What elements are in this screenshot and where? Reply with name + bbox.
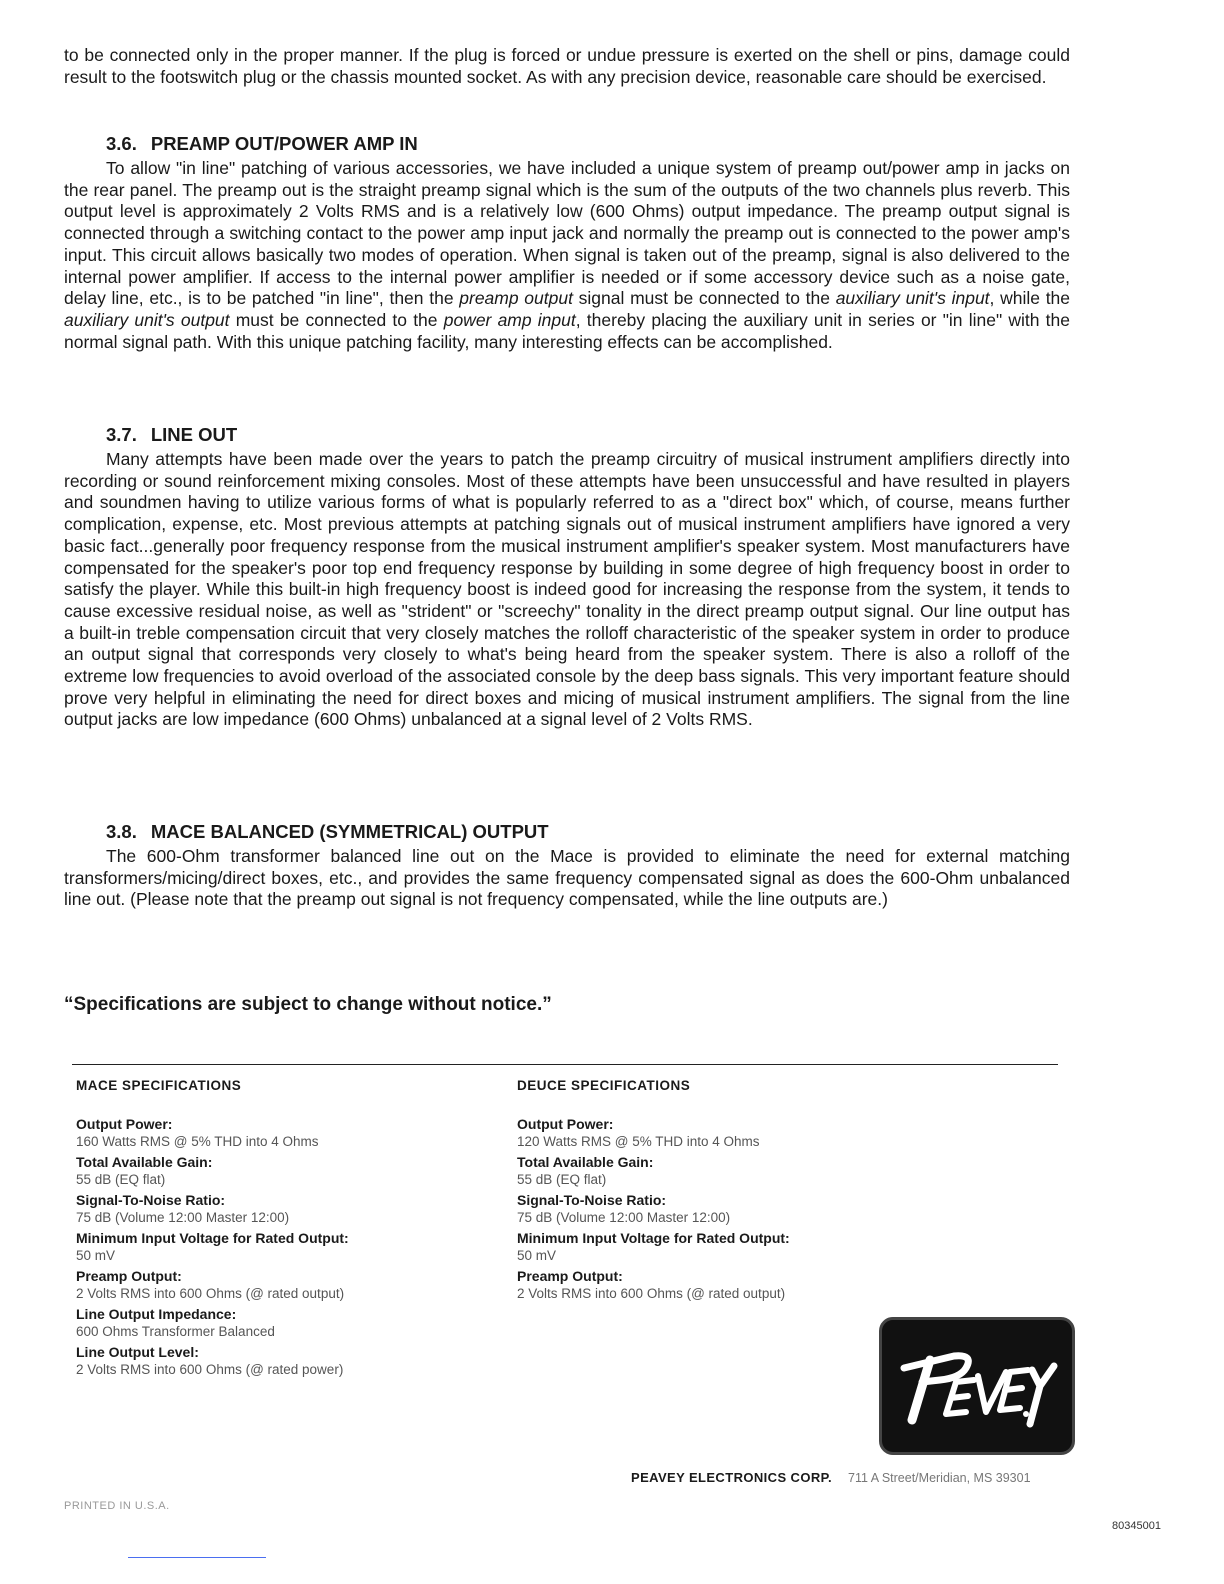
spec-item bbox=[76, 1229, 456, 1264]
spec-value: 120 Watts RMS @ 5% THD into 4 Ohms bbox=[517, 1134, 760, 1149]
emphasis-text: auxiliary unit's input bbox=[835, 288, 990, 309]
spec-value: 75 dB (Volume 12:00 Master 12:00) bbox=[517, 1210, 731, 1225]
body-text: To allow "in line" patching of various accessories, we have included a unique system of preamp out/power amp in jacks on the rear panel. The preamp out is the straight preamp signal which is the sum of the outputs of the two channels plus reverb. This output level is approximately 2 Volts RMS and is a relatively low (600 Ohms) output impedance. The preamp output signal is connected through a switching contact to the power amp input jack and normally the preamp out is connected to the power amp's input. This circuit allows basically two modes of operation. When signal is taken out of the preamp, signal is also delivered to the internal power amplifier. If access to the internal power amplifier is needed or if some accessory device such as a noise gate, delay line, etc., is to be patched "in line", then the bbox=[64, 158, 1070, 309]
spec-label: Line Output Impedance: bbox=[76, 1306, 237, 1322]
spec-value: 160 Watts RMS @ 5% THD into 4 Ohms bbox=[76, 1134, 319, 1149]
body-text: must be connected to the bbox=[229, 309, 444, 330]
section-number: 3.6. bbox=[106, 133, 137, 154]
spec-value: 600 Ohms Transformer Balanced bbox=[76, 1324, 275, 1339]
section-body: Many attempts have been made over the years to patch the preamp circuitry of musical instrument amplifiers directly into recording or sound reinforcement mixing consoles. Most of these attempts have been unsuccessful and have resulted in players and soundmen having to utilize various forms of what is popularly referred to as a "direct box" which, of course, means further complication, expense, etc. Most previous attempts at patching signals out of musical instrument amplifiers have ignored a very basic fact...generally poor frequency response from the musical instrument amplifier's speaker system. Most manufacturers have compensated for the speaker's poor top end frequency response by building in some degree of high frequency boost in order to satisfy the player. While this built-in high frequency boost is indeed good for increasing the response from the system, it tends to cause excessive residual noise, as well as "strident" or "screechy" tonality in the direct preamp output signal. Our line output has a built-in treble compensation circuit that very closely matches the rolloff characteristic of the speaker system in order to produce an output signal that corresponds very closely to what's being heard from the speaker system. There is also a rolloff of the extreme low frequencies to avoid overload of the associated console by the deep bass signals. This very important feature should prove very helpful in eliminating the need for direct boxes and micing of musical instrument amplifiers. The signal from the line output jacks are low impedance (600 Ohms) unbalanced at a signal level of 2 Volts RMS. bbox=[64, 449, 1070, 730]
divider bbox=[72, 1064, 1058, 1065]
section-title: MACE BALANCED (SYMMETRICAL) OUTPUT bbox=[150, 821, 549, 842]
spec-value: 2 Volts RMS into 600 Ohms (@ rated power) bbox=[76, 1362, 344, 1377]
spec-label: Line Output Level: bbox=[76, 1344, 199, 1360]
section-title: PREAMP OUT/POWER AMP IN bbox=[150, 133, 418, 154]
body-text: signal must be connected to the bbox=[572, 288, 836, 309]
spec-item bbox=[76, 1153, 456, 1188]
section-line-out bbox=[64, 423, 1070, 731]
section-heading bbox=[106, 132, 1070, 156]
section-balanced-output bbox=[64, 820, 1070, 911]
section-body: The 600-Ohm transformer balanced line out on the Mace is provided to eliminate the need for external matching transformers/micing/direct boxes, etc., and provides the same frequency compensated signal as does the 600-Ohm unbalanced line out. (Please note that the preamp out signal is not frequency compensated, while the line outputs are.) bbox=[64, 846, 1070, 910]
spec-value: 55 dB (EQ flat) bbox=[76, 1172, 166, 1187]
spec-value: 2 Volts RMS into 600 Ohms (@ rated output) bbox=[76, 1286, 345, 1301]
intro-paragraph: to be connected only in the proper manner. If the plug is forced or undue pressure is exerted on the shell or pins, damage could result to the footswitch plug or the chassis mounted socket. As with any precision device, reasonable care should be exercised. bbox=[64, 45, 1070, 87]
section-body bbox=[64, 158, 1070, 353]
spec-label: Output Power: bbox=[76, 1116, 173, 1132]
company-name: PEAVEY ELECTRONICS CORP. bbox=[631, 1470, 833, 1485]
section-heading bbox=[106, 423, 1070, 447]
spec-item bbox=[76, 1305, 456, 1340]
deuce-specifications bbox=[517, 1078, 897, 1305]
specs-notice: “Specifications are subject to change without notice.” bbox=[64, 994, 552, 1015]
spec-heading: DEUCE SPECIFICATIONS bbox=[517, 1078, 691, 1093]
emphasis-text: auxiliary unit's output bbox=[64, 309, 230, 330]
spec-label: Total Available Gain: bbox=[517, 1154, 654, 1170]
spec-label: Output Power: bbox=[517, 1116, 614, 1132]
peavey-logo-mark bbox=[882, 1320, 1072, 1452]
spec-label: Signal-To-Noise Ratio: bbox=[517, 1192, 667, 1208]
emphasis-text: power amp input bbox=[443, 309, 576, 330]
spec-item bbox=[517, 1229, 897, 1264]
spec-value: 50 mV bbox=[517, 1248, 557, 1263]
spec-item bbox=[76, 1115, 456, 1150]
spec-value: 75 dB (Volume 12:00 Master 12:00) bbox=[76, 1210, 290, 1225]
body-text: , thereby placing the auxiliary unit in series or "in line" with the normal signal path. With this unique patching facility, many interesting effects can be accomplished. bbox=[64, 309, 1070, 352]
spec-value: 55 dB (EQ flat) bbox=[517, 1172, 607, 1187]
printed-in-usa: PRINTED IN U.S.A. bbox=[64, 1500, 170, 1512]
spec-label: Minimum Input Voltage for Rated Output: bbox=[76, 1230, 349, 1246]
mace-specifications bbox=[76, 1078, 456, 1381]
spec-heading: MACE SPECIFICATIONS bbox=[76, 1078, 242, 1093]
spec-label: Signal-To-Noise Ratio: bbox=[76, 1192, 226, 1208]
spec-label: Preamp Output: bbox=[76, 1268, 182, 1284]
spec-label: Preamp Output: bbox=[517, 1268, 623, 1284]
part-number: 80345001 bbox=[1112, 1520, 1161, 1532]
spec-label: Total Available Gain: bbox=[76, 1154, 213, 1170]
section-number: 3.7. bbox=[106, 424, 137, 445]
spec-item bbox=[76, 1343, 456, 1378]
spec-value: 2 Volts RMS into 600 Ohms (@ rated output) bbox=[517, 1286, 786, 1301]
body-text: , while the bbox=[989, 288, 1071, 309]
spec-item bbox=[76, 1267, 456, 1302]
page-edge-line bbox=[128, 1557, 266, 1558]
emphasis-text: preamp output bbox=[459, 288, 573, 309]
peavey-logo-icon bbox=[879, 1317, 1075, 1455]
spec-value: 50 mV bbox=[76, 1248, 116, 1263]
section-title: LINE OUT bbox=[150, 424, 238, 445]
spec-item bbox=[517, 1267, 897, 1302]
spec-item bbox=[517, 1191, 897, 1226]
spec-item bbox=[517, 1153, 897, 1188]
spec-item bbox=[517, 1115, 897, 1150]
section-number: 3.8. bbox=[106, 821, 137, 842]
section-preamp-out bbox=[64, 132, 1070, 353]
spec-item bbox=[76, 1191, 456, 1226]
company-address: 711 A Street/Meridian, MS 39301 bbox=[848, 1471, 1031, 1485]
spec-label: Minimum Input Voltage for Rated Output: bbox=[517, 1230, 790, 1246]
section-heading bbox=[106, 820, 1070, 844]
